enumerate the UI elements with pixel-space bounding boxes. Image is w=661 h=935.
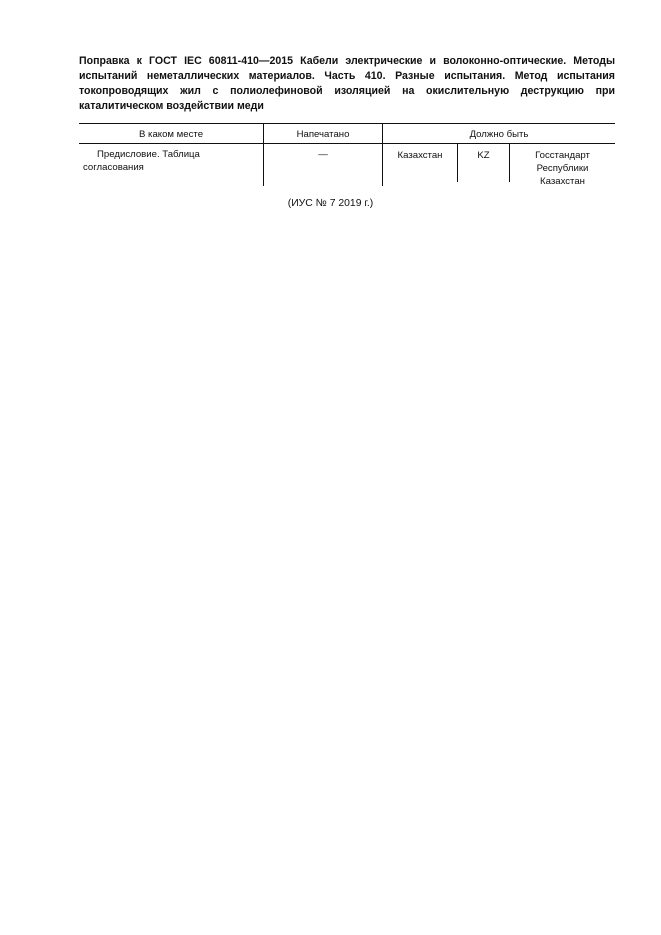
agency-line-2: Республики Казахстан (536, 163, 589, 187)
cell-agency (509, 144, 615, 187)
cell-should-be (383, 144, 616, 187)
cell-printed: — (264, 144, 383, 187)
cell-place (79, 144, 264, 187)
header-should-be: Должно быть (383, 124, 616, 144)
agency-line-1: Госстандарт (535, 150, 590, 161)
cell-country-code: KZ (457, 144, 509, 182)
place-text: Предисловие. Таблица согласования (83, 149, 200, 173)
table-header-row (79, 124, 615, 144)
header-place: В каком месте (79, 124, 264, 144)
corrections-table (79, 123, 615, 186)
header-printed: Напечатано (264, 124, 383, 144)
ius-reference: (ИУС № 7 2019 г.) (287, 198, 374, 209)
table-row (79, 144, 615, 187)
amendment-title: Поправка к ГОСТ IEC 60811-410—2015 Кабели электрические и волоконно-оптические. Методы испытаний неметаллических материалов. Часть 410. Разные испытания. Метод испытания токопроводящих жил с полиолефиновой изоляцией на окислительную деструкцию при каталитическом воздействии меди (79, 55, 615, 112)
should-be-subcells (383, 144, 615, 187)
cell-country: Казахстан (397, 150, 443, 161)
